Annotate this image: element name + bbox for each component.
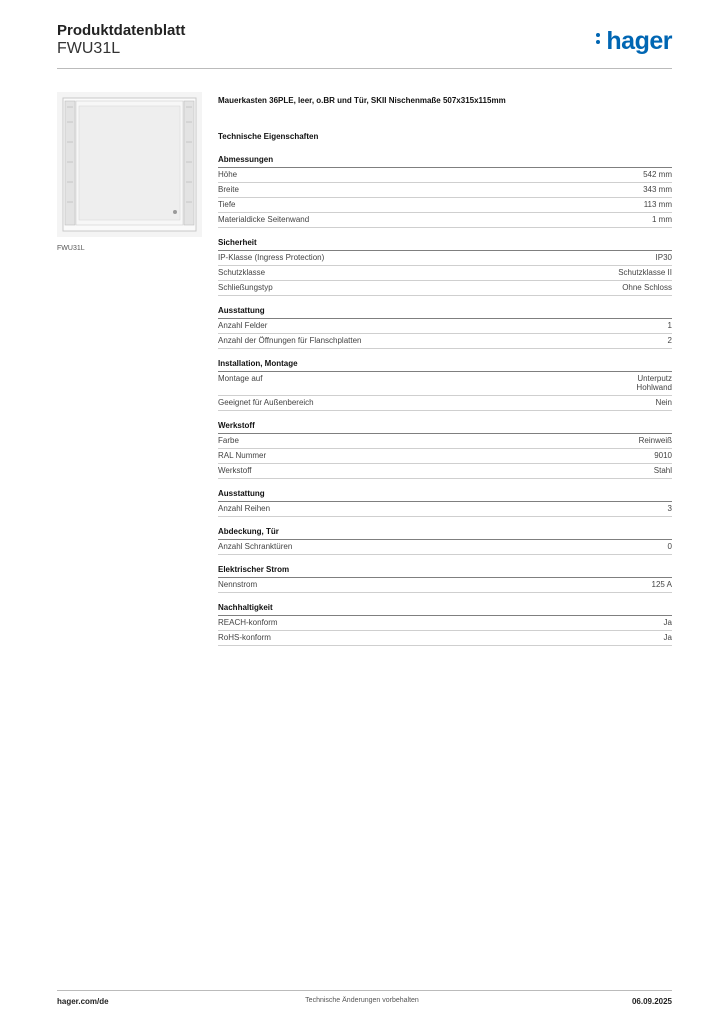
section-title: Abmessungen bbox=[218, 155, 672, 168]
spec-value: 343 mm bbox=[643, 185, 672, 194]
logo-dot-icon bbox=[596, 40, 600, 44]
spec-value: 125 A bbox=[651, 580, 672, 589]
header-divider bbox=[57, 68, 672, 69]
spec-label: Anzahl Felder bbox=[218, 321, 268, 330]
spec-label: Farbe bbox=[218, 436, 239, 445]
spec-row bbox=[218, 198, 672, 213]
spec-value: Ja bbox=[663, 633, 672, 642]
spec-label: Materialdicke Seitenwand bbox=[218, 215, 310, 224]
section-title: Installation, Montage bbox=[218, 359, 672, 372]
section-title: Ausstattung bbox=[218, 306, 672, 319]
spec-label: Nennstrom bbox=[218, 580, 258, 589]
spec-row bbox=[218, 334, 672, 349]
section-title: Nachhaltigkeit bbox=[218, 603, 672, 616]
spec-row bbox=[218, 578, 672, 593]
spec-section bbox=[218, 238, 672, 296]
spec-label: IP-Klasse (Ingress Protection) bbox=[218, 253, 325, 262]
spec-content bbox=[218, 96, 672, 656]
spec-label: Schließungstyp bbox=[218, 283, 273, 292]
spec-section bbox=[218, 603, 672, 646]
spec-label: Schutzklasse bbox=[218, 268, 266, 277]
spec-value: 1 bbox=[667, 321, 672, 330]
footer-date: 06.09.2025 bbox=[631, 997, 672, 1006]
section-title: Elektrischer Strom bbox=[218, 565, 672, 578]
spec-row bbox=[218, 449, 672, 464]
spec-label: Breite bbox=[218, 185, 239, 194]
spec-row bbox=[218, 183, 672, 198]
spec-value: IP30 bbox=[655, 253, 672, 262]
spec-row bbox=[218, 616, 672, 631]
spec-label: Werkstoff bbox=[218, 466, 252, 475]
spec-value: Ja bbox=[663, 618, 672, 627]
spec-value: 113 mm bbox=[643, 200, 672, 209]
spec-value: 3 bbox=[667, 504, 672, 513]
spec-row bbox=[218, 631, 672, 646]
spec-section bbox=[218, 527, 672, 555]
spec-value: Ohne Schloss bbox=[622, 283, 672, 292]
spec-value: 542 mm bbox=[643, 170, 672, 179]
spec-row bbox=[218, 396, 672, 411]
footer-divider bbox=[57, 990, 672, 991]
spec-value: 2 bbox=[667, 336, 672, 345]
spec-row bbox=[218, 266, 672, 281]
spec-label: Tiefe bbox=[218, 200, 236, 209]
spec-value: Unterputz Hohlwand bbox=[636, 374, 672, 392]
spec-section bbox=[218, 359, 672, 411]
logo-text: hager bbox=[606, 27, 672, 55]
spec-section bbox=[218, 306, 672, 349]
spec-label: Anzahl Reihen bbox=[218, 504, 271, 513]
spec-row bbox=[218, 213, 672, 228]
section-title: Ausstattung bbox=[218, 489, 672, 502]
spec-value: 1 mm bbox=[652, 215, 672, 224]
product-title: Mauerkasten 36PLE, leer, o.BR und Tür, SKII Nischenmaße 507x315x115mm bbox=[218, 96, 506, 105]
spec-row bbox=[218, 319, 672, 334]
product-code: FWU31L bbox=[57, 40, 121, 57]
spec-value: 9010 bbox=[654, 451, 672, 460]
section-title: Abdeckung, Tür bbox=[218, 527, 672, 540]
section-title: Sicherheit bbox=[218, 238, 672, 251]
spec-label: Anzahl der Öffnungen für Flanschplatten bbox=[218, 336, 362, 345]
spec-label: Höhe bbox=[218, 170, 238, 179]
spec-value: 0 bbox=[667, 542, 672, 551]
footer-note: Technische Änderungen vorbehalten bbox=[305, 997, 419, 1004]
spec-label: RAL Nummer bbox=[218, 451, 267, 460]
brand-logo bbox=[596, 27, 672, 56]
spec-label: RoHS-konform bbox=[218, 633, 271, 642]
spec-section bbox=[218, 421, 672, 479]
footer-website[interactable]: hager.com/de bbox=[57, 997, 109, 1006]
spec-section bbox=[218, 489, 672, 517]
spec-section bbox=[218, 565, 672, 593]
spec-row bbox=[218, 281, 672, 296]
image-caption: FWU31L bbox=[57, 245, 85, 252]
logo-dot-icon bbox=[596, 33, 600, 37]
spec-section bbox=[218, 155, 672, 228]
enclosure-icon bbox=[57, 92, 202, 237]
spec-row bbox=[218, 372, 672, 396]
spec-label: Anzahl Schranktüren bbox=[218, 542, 293, 551]
spec-value: Reinweiß bbox=[638, 436, 672, 445]
section-title: Werkstoff bbox=[218, 421, 672, 434]
spec-row bbox=[218, 502, 672, 517]
spec-row bbox=[218, 251, 672, 266]
page-title: Produktdatenblatt bbox=[57, 22, 186, 39]
spec-row bbox=[218, 434, 672, 449]
spec-value: Stahl bbox=[653, 466, 672, 475]
spec-row bbox=[218, 168, 672, 183]
tech-heading: Technische Eigenschaften bbox=[218, 132, 319, 141]
spec-label: Montage auf bbox=[218, 374, 263, 383]
spec-label: REACH-konform bbox=[218, 618, 278, 627]
spec-sections bbox=[218, 155, 672, 646]
spec-value: Schutzklasse II bbox=[618, 268, 672, 277]
spec-value: Nein bbox=[655, 398, 672, 407]
product-image bbox=[57, 92, 202, 237]
spec-row bbox=[218, 540, 672, 555]
spec-row bbox=[218, 464, 672, 479]
spec-label: Geeignet für Außenbereich bbox=[218, 398, 314, 407]
